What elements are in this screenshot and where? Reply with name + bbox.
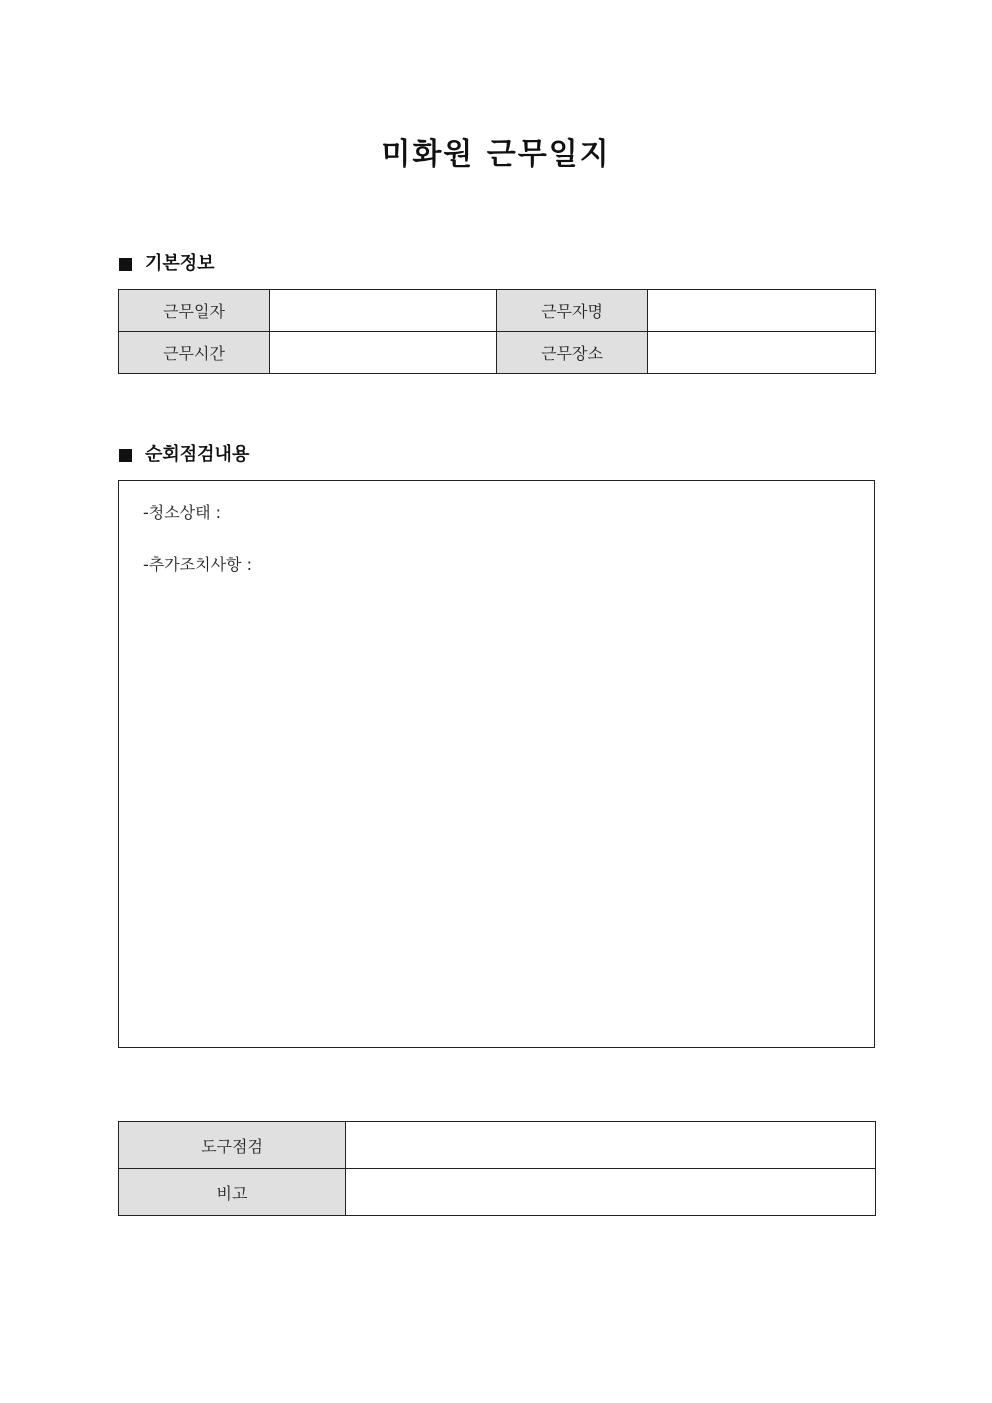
work-place-label: 근무장소 xyxy=(497,332,648,374)
additional-action-line: -추가조치사항 : xyxy=(143,555,252,574)
worker-name-field[interactable] xyxy=(648,290,876,332)
section-heading-label: 순회점검내용 xyxy=(145,444,250,465)
section-heading-basic-info xyxy=(119,252,215,276)
remarks-field[interactable] xyxy=(346,1169,876,1216)
work-date-label: 근무일자 xyxy=(119,290,270,332)
work-date-field[interactable] xyxy=(270,290,497,332)
tools-check-table xyxy=(118,1121,876,1216)
square-bullet-icon xyxy=(119,258,132,271)
inspection-content-box[interactable] xyxy=(118,480,875,1048)
tool-check-label: 도구점검 xyxy=(119,1122,346,1169)
worker-name-label: 근무자명 xyxy=(497,290,648,332)
table-row xyxy=(119,1169,876,1216)
section-heading-inspection xyxy=(119,443,249,467)
basic-info-table xyxy=(118,289,876,374)
cleaning-status-line: -청소상태 : xyxy=(143,503,222,522)
square-bullet-icon xyxy=(119,449,132,462)
work-time-field[interactable] xyxy=(270,332,497,374)
table-row xyxy=(119,290,876,332)
document-title: 미화원 근무일지 xyxy=(381,137,611,172)
table-row xyxy=(119,1122,876,1169)
table-row xyxy=(119,332,876,374)
tool-check-field[interactable] xyxy=(346,1122,876,1169)
work-time-label: 근무시간 xyxy=(119,332,270,374)
remarks-label: 비고 xyxy=(119,1169,346,1216)
work-place-field[interactable] xyxy=(648,332,876,374)
section-heading-label: 기본정보 xyxy=(145,253,215,274)
